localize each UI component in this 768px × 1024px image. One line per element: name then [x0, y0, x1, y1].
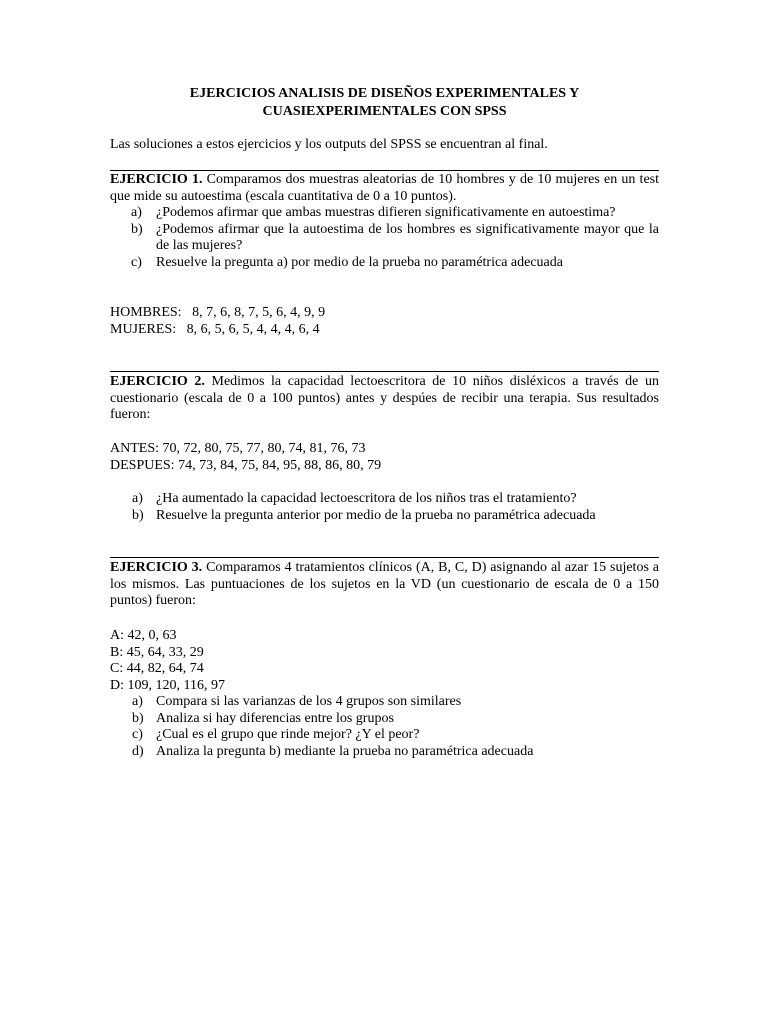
list-item — [110, 255, 659, 272]
data-line-a: A: 42, 0, 63 — [110, 628, 177, 643]
data-line-hombres: HOMBRES: 8, 7, 6, 8, 7, 5, 6, 4, 9, 9 — [110, 305, 326, 320]
exercise-2-questions — [110, 491, 659, 524]
item-marker: b) — [132, 507, 144, 523]
list-item — [110, 508, 659, 525]
list-item — [110, 491, 659, 508]
divider-ex3 — [110, 557, 659, 558]
item-marker: b) — [132, 710, 144, 726]
list-item — [110, 205, 659, 222]
data-line-mujeres: MUJERES: 8, 6, 5, 6, 5, 4, 4, 4, 6, 4 — [110, 321, 320, 337]
exercise-2-heading: EJERCICIO 2. — [110, 374, 205, 389]
divider-ex2 — [110, 371, 659, 372]
exercise-1-text: Comparamos dos muestras aleatorias de 10 hombres y de 10 mujeres en un test que mide su autoestima (escala cuantitativa de 0 a 10 puntos). — [110, 172, 659, 204]
exercise-1-data — [110, 305, 659, 338]
title-line-1: EJERCICIOS ANALISIS DE DISEÑOS EXPERIMENTALES Y — [189, 86, 580, 101]
list-item — [110, 744, 659, 761]
exercise-1-questions — [110, 205, 659, 271]
exercise-3-question-list — [110, 694, 659, 760]
item-text: Compara si las varianzas de los 4 grupos son similares — [156, 694, 462, 709]
data-line-despues: DESPUES: 74, 73, 84, 75, 84, 95, 88, 86, 80, 79 — [110, 457, 382, 473]
title-line-2: CUASIEXPERIMENTALES CON SPSS — [262, 104, 507, 119]
data-line-b: B: 45, 64, 33, 29 — [110, 644, 204, 660]
exercise-1-statement — [110, 172, 659, 205]
exercise-2-question-list — [110, 491, 659, 524]
item-text: ¿Podemos afirmar que ambas muestras difieren significativamente en autoestima? — [156, 205, 616, 220]
exercise-2-text: Medimos la capacidad lectoescritora de 10 niños disléxicos a través de un cuestionario (escala de 0 a 100 puntos) antes y despúes de recibir una terapia. Sus resultados fueron: — [110, 374, 659, 422]
exercise-3-text: Comparamos 4 tratamientos clínicos (A, B, C, D) asignando al azar 15 sujetos a los mismos. Las puntuaciones de los sujetos en la VD (un cuestionario de escala de 0 a 150 puntos) fueron: — [110, 560, 659, 608]
list-item — [110, 711, 659, 728]
item-text: Analiza si hay diferencias entre los grupos — [156, 710, 394, 726]
exercise-1 — [110, 172, 659, 271]
list-item — [110, 727, 659, 744]
item-text: Analiza la pregunta b) mediante la prueba no paramétrica adecuada — [156, 743, 534, 759]
exercise-3-data — [110, 628, 659, 760]
exercise-2-data — [110, 441, 659, 474]
list-item — [110, 222, 659, 255]
exercise-2-statement — [110, 374, 659, 424]
data-line-antes: ANTES: 70, 72, 80, 75, 77, 80, 74, 81, 76, 73 — [110, 441, 366, 456]
divider-ex1 — [110, 170, 659, 171]
item-marker: a) — [132, 694, 143, 709]
data-line-d: D: 109, 120, 116, 97 — [110, 677, 225, 693]
item-marker: a) — [132, 491, 143, 506]
item-text: ¿Cual es el grupo que rinde mejor? ¿Y el peor? — [156, 727, 420, 742]
item-marker: b) — [131, 221, 143, 237]
item-marker: c) — [131, 254, 142, 270]
list-item — [110, 694, 659, 711]
page-title — [110, 85, 659, 121]
item-marker: d) — [132, 743, 144, 759]
exercise-2 — [110, 374, 659, 424]
item-text: ¿Ha aumentado la capacidad lectoescritora de los niños tras el tratamiento? — [156, 491, 577, 506]
exercise-1-heading: EJERCICIO 1. — [110, 172, 203, 187]
exercise-3 — [110, 560, 659, 610]
intro-text: Las soluciones a estos ejercicios y los outputs del SPSS se encuentran al final. — [110, 137, 548, 152]
item-text: Resuelve la pregunta anterior por medio de la prueba no paramétrica adecuada — [156, 507, 596, 523]
item-text: ¿Podemos afirmar que la autoestima de los hombres es significativamente mayor que la de las mujeres? — [156, 221, 659, 253]
item-text: Resuelve la pregunta a) por medio de la prueba no paramétrica adecuada — [156, 254, 563, 270]
exercise-3-statement — [110, 560, 659, 610]
item-marker: c) — [132, 727, 143, 742]
item-marker: a) — [131, 205, 142, 220]
exercise-3-heading: EJERCICIO 3. — [110, 560, 203, 575]
data-line-c: C: 44, 82, 64, 74 — [110, 661, 204, 676]
